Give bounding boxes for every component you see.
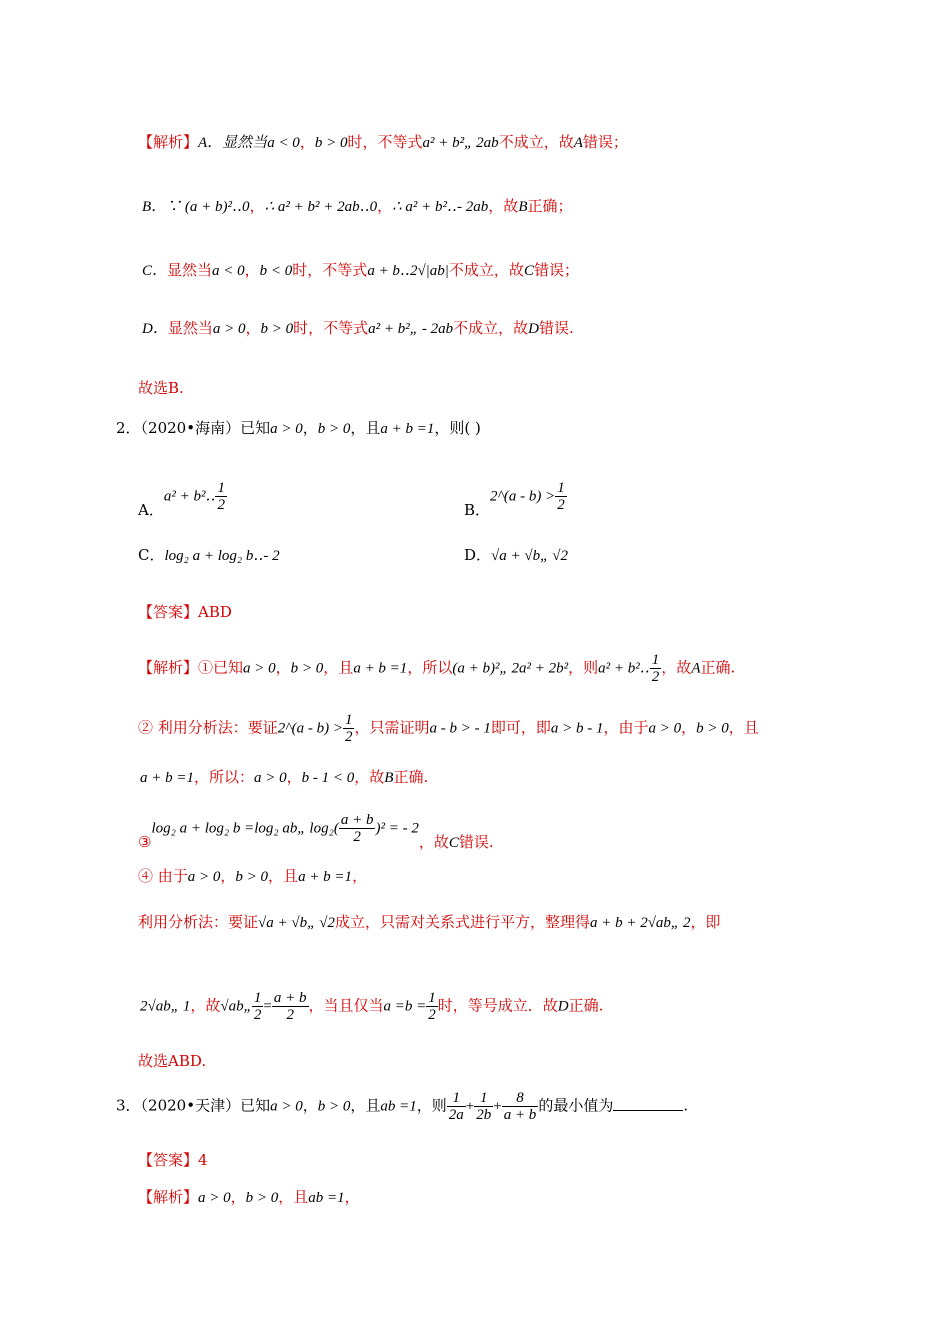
numerator: 1 bbox=[474, 1090, 493, 1107]
math: a > 0 bbox=[270, 1098, 303, 1115]
math: B bbox=[518, 199, 528, 215]
analysis-3 bbox=[138, 1187, 360, 1208]
question-3 bbox=[116, 1090, 688, 1123]
text: ，故 bbox=[661, 658, 692, 677]
text: ，所以 bbox=[407, 658, 453, 677]
math: a < 0 bbox=[267, 135, 300, 151]
option-label: A． bbox=[138, 500, 164, 519]
denominator: 2 bbox=[353, 829, 361, 845]
option-label: C． bbox=[138, 546, 165, 564]
math: a² + b²‥ bbox=[163, 488, 216, 505]
text: 正确. bbox=[568, 996, 604, 1015]
answer-2 bbox=[138, 602, 232, 622]
text: 利用分析法：要证 bbox=[138, 913, 259, 931]
math: C． bbox=[142, 263, 168, 279]
answer-tag: 【答案】 bbox=[138, 603, 199, 621]
analysis-tag: 【解析】 bbox=[138, 658, 199, 677]
text: ， bbox=[344, 1188, 360, 1206]
fraction bbox=[502, 1090, 539, 1123]
math: b > 0 bbox=[314, 135, 348, 151]
text: ， bbox=[249, 197, 265, 215]
text: ， bbox=[302, 419, 318, 437]
text: ，只需证明 bbox=[354, 718, 430, 737]
math: ab =1 bbox=[380, 1098, 417, 1115]
solution-step-2 bbox=[138, 712, 759, 745]
text: 错误. bbox=[458, 832, 494, 851]
numerator: a + b bbox=[340, 812, 374, 828]
text: ，故 bbox=[190, 996, 221, 1015]
question-stem: 3．（2020•天津）已知 bbox=[116, 1096, 271, 1115]
solution-step-4 bbox=[138, 866, 367, 887]
math: ab =1 bbox=[308, 1190, 345, 1206]
math: a + b =1 bbox=[353, 660, 408, 677]
answer-value: 4 bbox=[198, 1151, 208, 1169]
text: 时，不等式 bbox=[292, 261, 368, 279]
numerator: 1 bbox=[217, 480, 225, 496]
fraction bbox=[215, 480, 227, 513]
text: 正确. bbox=[393, 768, 429, 786]
text: ，则 bbox=[568, 658, 599, 677]
math: A bbox=[691, 660, 701, 677]
fraction bbox=[252, 990, 264, 1023]
numerator: 1 bbox=[557, 480, 565, 496]
fraction bbox=[426, 990, 438, 1023]
math: a > 0 bbox=[198, 1190, 231, 1206]
conclusion-line-2 bbox=[138, 1051, 206, 1071]
text: 正确. bbox=[700, 658, 736, 677]
text: . bbox=[683, 1096, 689, 1115]
text: ， bbox=[302, 1096, 318, 1115]
analysis-tag: 【解析】 bbox=[138, 133, 199, 151]
text: ，即 bbox=[690, 913, 721, 931]
text: ①已知 bbox=[198, 658, 244, 677]
text: 故选B. bbox=[138, 379, 184, 397]
text: ，当且仅当 bbox=[308, 996, 384, 1015]
text: ，故 bbox=[354, 768, 385, 786]
text: ， bbox=[244, 261, 260, 279]
text: A．显然当 bbox=[198, 135, 268, 151]
math: a + b =1 bbox=[380, 421, 435, 437]
denominator: 2a bbox=[448, 1107, 464, 1123]
math: a + b =1 bbox=[140, 770, 194, 786]
text: 显然当 bbox=[167, 261, 213, 279]
text: ，且 bbox=[350, 419, 381, 437]
numerator: a + b bbox=[273, 990, 307, 1006]
solution-step-2-cont bbox=[140, 767, 428, 788]
text: ， bbox=[286, 768, 302, 786]
math: a² + b²„ - 2ab bbox=[368, 321, 454, 337]
math: √a + √b„ √2 bbox=[258, 915, 335, 931]
numerator: 1 bbox=[344, 712, 353, 728]
math: (a + b)²„ 2a² + 2b² bbox=[452, 660, 569, 677]
text: 不成立，故 bbox=[453, 319, 529, 337]
analysis-tag: 【解析】 bbox=[138, 1188, 199, 1206]
math: 2^(a - b) > bbox=[490, 488, 556, 505]
option-d bbox=[464, 545, 568, 566]
fraction bbox=[650, 652, 662, 685]
option-c bbox=[138, 545, 280, 566]
denominator: 2 bbox=[217, 497, 225, 513]
denominator: 2b bbox=[476, 1107, 492, 1123]
math: a + b + 2√ab„ 2 bbox=[589, 915, 691, 931]
fraction bbox=[555, 480, 567, 513]
text: ，则 bbox=[434, 419, 465, 437]
question-stem: 2．（2020•海南）已知 bbox=[116, 419, 271, 437]
answer-blank bbox=[613, 1096, 683, 1111]
option-a bbox=[138, 480, 227, 519]
answer-3 bbox=[138, 1150, 208, 1170]
text: ，故 bbox=[488, 197, 519, 215]
math: a > 0 bbox=[187, 869, 221, 885]
math: B bbox=[384, 770, 394, 786]
math: b > 0 bbox=[696, 720, 729, 737]
answer-value: ABD bbox=[198, 603, 232, 621]
text: ， bbox=[681, 718, 697, 737]
math: log₂ a + log₂ b =log₂ ab„ log₂( bbox=[151, 820, 339, 837]
numerator: 8 bbox=[502, 1090, 539, 1107]
denominator: 2 bbox=[428, 1007, 436, 1023]
math: D bbox=[528, 321, 539, 337]
math: + bbox=[493, 1098, 502, 1115]
numerator: 1 bbox=[447, 1090, 466, 1107]
text: 错误. bbox=[538, 319, 574, 337]
text: ，则 bbox=[416, 1096, 447, 1115]
math: a - b > - 1 bbox=[429, 720, 491, 737]
math: b > 0 bbox=[235, 869, 269, 885]
solution-step-4-analysis bbox=[138, 912, 721, 933]
text: 显然当 bbox=[167, 319, 213, 337]
math: B． bbox=[142, 199, 167, 215]
math: a > 0 bbox=[212, 321, 246, 337]
text: 的最小值为 bbox=[538, 1096, 614, 1115]
option-b bbox=[464, 480, 567, 519]
math: ∴ a² + b² + 2ab‥0 bbox=[264, 199, 378, 215]
math: log₂ a + log₂ b‥- 2 bbox=[164, 548, 280, 564]
math: )² = - 2 bbox=[375, 820, 419, 837]
fraction bbox=[474, 1090, 493, 1123]
analysis-line-d bbox=[142, 318, 574, 339]
denominator: 2 bbox=[651, 669, 660, 685]
math: A bbox=[573, 135, 583, 151]
question-2 bbox=[116, 418, 481, 439]
math: D bbox=[557, 998, 569, 1015]
text: 时，不等式 bbox=[347, 133, 423, 151]
text: 错误； bbox=[582, 133, 628, 151]
math: C bbox=[523, 263, 534, 279]
conclusion-line bbox=[138, 378, 184, 398]
answer-bracket: ( ) bbox=[464, 419, 481, 437]
text: ， bbox=[275, 658, 291, 677]
math: ∵ (a + b)²‥0 bbox=[166, 199, 250, 215]
numerator: 1 bbox=[651, 652, 660, 668]
option-label: D． bbox=[464, 546, 492, 564]
text: ，且 bbox=[278, 1188, 309, 1206]
fraction bbox=[272, 990, 309, 1023]
text: ，且 bbox=[268, 867, 299, 885]
math: a < 0 bbox=[212, 263, 245, 279]
math: b > 0 bbox=[317, 421, 351, 437]
text: ③ bbox=[138, 832, 152, 851]
text: ， bbox=[352, 867, 368, 885]
text: 正确； bbox=[527, 197, 573, 215]
text: 时，等号成立．故 bbox=[437, 996, 558, 1015]
text: ， bbox=[299, 133, 315, 151]
option-label: B． bbox=[464, 500, 491, 519]
math: D． bbox=[142, 321, 168, 337]
text: 时，不等式 bbox=[293, 319, 369, 337]
text: ，故 bbox=[418, 832, 449, 851]
math: b > 0 bbox=[260, 321, 294, 337]
text: ，由于 bbox=[603, 718, 649, 737]
text: ，且 bbox=[728, 718, 759, 737]
text: ，且 bbox=[323, 658, 354, 677]
answer-tag: 【答案】 bbox=[138, 1151, 199, 1169]
math: 2√ab„ 1 bbox=[140, 998, 191, 1015]
analysis-line-b bbox=[142, 196, 573, 217]
numerator: 1 bbox=[428, 990, 436, 1006]
math: a > 0 bbox=[254, 770, 287, 786]
denominator: a + b bbox=[503, 1107, 537, 1123]
text: ，且 bbox=[350, 1096, 381, 1115]
solution-step-1 bbox=[138, 652, 735, 685]
text: 不成立，故 bbox=[498, 133, 574, 151]
text: 成立，只需对关系式进行平方，整理得 bbox=[334, 913, 590, 931]
math: a > 0 bbox=[648, 720, 682, 737]
fraction bbox=[339, 812, 376, 845]
text: 错误； bbox=[533, 261, 579, 279]
denominator: 2 bbox=[253, 1007, 262, 1023]
math: a > b - 1 bbox=[550, 720, 604, 737]
denominator: 2 bbox=[557, 497, 565, 513]
text: 不成立，故 bbox=[448, 261, 524, 279]
text: 即可，即 bbox=[490, 718, 551, 737]
text: ， bbox=[377, 197, 393, 215]
text: ， bbox=[220, 867, 236, 885]
text: ④ 由于 bbox=[138, 867, 188, 885]
math: b - 1 < 0 bbox=[301, 770, 355, 786]
math: C bbox=[448, 834, 459, 851]
text: ，所以： bbox=[194, 768, 255, 786]
math: a + b =1 bbox=[298, 869, 353, 885]
math: a + b‥2√|ab| bbox=[367, 263, 449, 279]
analysis-line-c bbox=[142, 260, 579, 281]
math: √a + √b„ √2 bbox=[491, 548, 568, 564]
math: a > 0 bbox=[270, 421, 303, 437]
math: b < 0 bbox=[259, 263, 293, 279]
text: ② 利用分析法：要证 bbox=[138, 718, 278, 737]
math: √ab„ bbox=[220, 998, 252, 1015]
math: b > 0 bbox=[317, 1098, 351, 1115]
math: b > 0 bbox=[245, 1190, 279, 1206]
math: a² + b²„ 2ab bbox=[422, 135, 499, 151]
text: ， bbox=[245, 319, 261, 337]
solution-step-3 bbox=[138, 812, 494, 851]
math: a² + b²‥ bbox=[598, 660, 650, 677]
analysis-line-a bbox=[138, 132, 628, 153]
math: a =b = bbox=[383, 998, 427, 1015]
fraction bbox=[343, 712, 355, 745]
fraction bbox=[447, 1090, 466, 1123]
math: 2^(a - b) > bbox=[277, 720, 343, 737]
math: b > 0 bbox=[290, 660, 324, 677]
text: 故选ABD. bbox=[138, 1052, 207, 1070]
numerator: 1 bbox=[253, 990, 262, 1006]
math: = bbox=[263, 998, 272, 1015]
text: ， bbox=[230, 1188, 246, 1206]
math: ∴ a² + b²‥- 2ab bbox=[392, 199, 489, 215]
denominator: 2 bbox=[344, 729, 353, 745]
math: a > 0 bbox=[243, 660, 276, 677]
math: + bbox=[465, 1098, 475, 1115]
solution-step-4-result bbox=[140, 990, 603, 1023]
denominator: 2 bbox=[286, 1007, 294, 1023]
